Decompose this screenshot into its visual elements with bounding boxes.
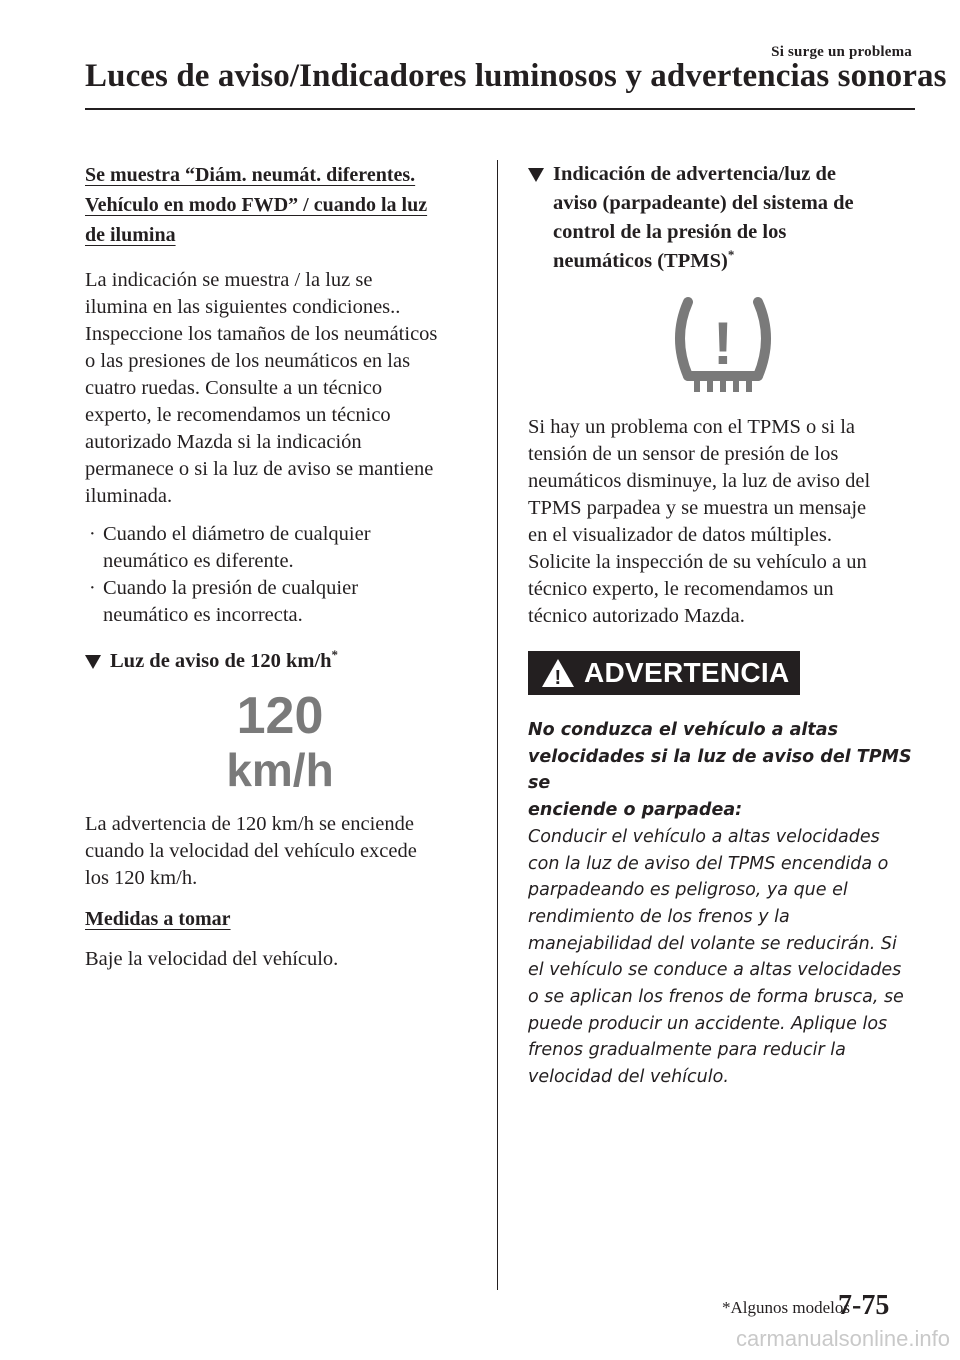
paragraph-line: Inspeccione los tamaños de los neumáticos [85,323,438,345]
footnote: *Algunos modelos [722,1298,850,1317]
paragraph-line: Solicite la inspección de su vehículo a un [528,551,867,573]
paragraph-line: técnico experto, le recomendamos un [528,578,834,600]
section-label: Si surge un problema [771,44,912,60]
left-column [85,160,475,973]
paragraph-line: los 120 km/h. [85,867,198,889]
tpms-heading-line: Indicación de advertencia/luz de [553,163,837,185]
paragraph-line: Si hay un problema con el TPMS o si la [528,416,856,438]
chapter-title: Luces de aviso/Indicadores luminosos y advertencias sonoras [85,58,947,94]
watermark: carmanualsonline.info [735,1326,950,1351]
warning-text-block [528,717,918,1091]
warning-bold-line: enciende o parpadea: [528,800,743,821]
warning-line: rendimiento de los frenos y la [528,906,790,927]
fwd-mode-heading-line-3: de ilumina [85,224,176,246]
bullet-line: Cuando el diámetro de cualquier [103,523,371,545]
list-item [85,521,475,575]
warning-line: velocidad del vehículo. [528,1067,729,1088]
speed-icon-unit: km/h [226,744,334,796]
paragraph-line: técnico autorizado Mazda. [528,605,745,627]
tpms-paragraph [528,414,918,630]
right-column [528,160,918,1091]
tpms-heading-line: neumáticos (TPMS) [553,250,728,272]
warning-line: manejabilidad del volante se reducirán. Si [528,933,897,954]
bullet-line: neumático es incorrecta. [103,604,303,626]
speed-warning-heading [85,647,475,676]
warning-line: el vehículo se conduce a altas velocidades [528,960,902,981]
warning-icon-exclamation: ! [554,667,562,689]
bullet-line: Cuando la presión de cualquier [103,577,359,599]
paragraph-line: La indicación se muestra / la luz se [85,269,373,291]
paragraph-line: cuando la velocidad del vehículo excede [85,840,417,862]
header-rule [85,108,915,110]
warning-line: con la luz de aviso del TPMS encendida o [528,853,889,874]
fwd-mode-heading [85,160,475,250]
optional-model-star: * [727,247,735,263]
speed-warning-paragraph [85,811,475,892]
paragraph-line: neumáticos disminuye, la luz de aviso del [528,470,871,492]
warning-bold-line: velocidades si la luz de aviso del TPMS se [528,746,912,794]
paragraph-line: cuatro ruedas. Consulte a un técnico [85,377,383,399]
fwd-mode-heading-line-2: Vehículo en modo FWD” / cuando la luz [85,194,428,216]
speed-icon-number: 120 [236,687,324,745]
tpms-icon-exclamation: ! [713,310,733,377]
measures-heading: Medidas a tomar [85,908,231,930]
speed-120-kmh-icon [220,687,340,799]
warning-line: Conducir el vehículo a altas velocidades [528,826,880,847]
paragraph-line: o las presiones de los neumáticos en las [85,350,411,372]
measures-text: Baje la velocidad del vehículo. [85,948,339,970]
tpms-warning-icon [668,296,778,396]
paragraph-line: ilumina en las siguientes condiciones.. [85,296,401,318]
triangle-marker-icon [85,655,101,669]
column-divider [497,160,498,1290]
paragraph-line: La advertencia de 120 km/h se enciende [85,813,414,835]
triangle-marker-icon [528,168,544,182]
tpms-heading [528,160,918,276]
bullet-line: neumático es diferente. [103,550,294,572]
bullet-dot: · [89,577,96,599]
fwd-mode-heading-line-1: Se muestra “Diám. neumát. diferentes. [85,164,416,186]
warning-triangle-icon [540,657,576,689]
warning-line: parpadeando es peligroso, ya que el [528,880,848,901]
list-item [85,575,475,629]
paragraph-line: tensión de un sensor de presión de los [528,443,839,465]
warning-label: ADVERTENCIA [584,657,790,688]
paragraph-line: experto, le recomendamos un técnico [85,404,391,426]
warning-line: o se aplican los frenos de forma brusca, se [528,987,904,1008]
tpms-heading-line: aviso (parpadeante) del sistema de [553,192,854,214]
fwd-mode-paragraph [85,267,475,510]
tpms-heading-line: control de la presión de los [553,221,787,243]
bullet-dot: · [89,523,96,545]
speed-warning-title: Luz de aviso de 120 km/h [110,650,332,672]
warning-line: puede producir un accidente. Aplique los [528,1013,888,1034]
paragraph-line: en el visualizador de datos múltiples. [528,524,833,546]
warning-banner [528,651,800,695]
paragraph-line: TPMS parpadea y se muestra un mensaje [528,497,867,519]
optional-model-star: * [331,647,339,663]
warning-line: frenos gradualmente para reducir la [528,1040,846,1061]
page-number: 7-75 [838,1290,890,1321]
warning-bold-line: No conduzca el vehículo a altas [528,720,839,740]
paragraph-line: permanece o si la luz de aviso se mantiene [85,458,434,480]
condition-bullet-list [85,521,475,629]
paragraph-line: autorizado Mazda si la indicación [85,431,362,453]
paragraph-line: iluminada. [85,485,173,507]
